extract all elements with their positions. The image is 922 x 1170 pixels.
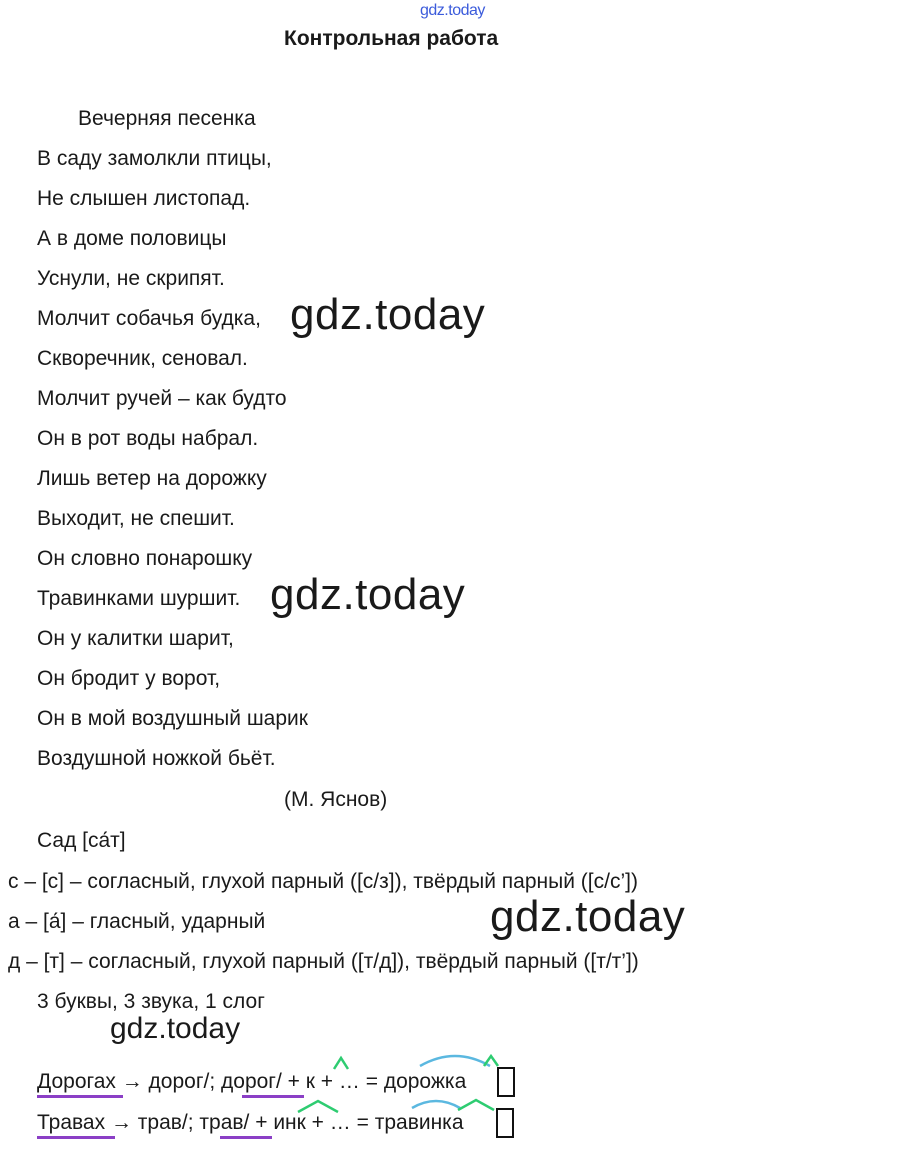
wf-base: трав/ <box>199 1111 250 1134</box>
poem-line: Молчит собачья будка, <box>37 307 261 330</box>
watermark: gdz.today <box>270 570 466 619</box>
root-arc <box>420 1056 490 1066</box>
suffix-mark <box>298 1101 338 1112</box>
wf-plus: + <box>249 1111 274 1134</box>
poem-line: В саду замолкли птицы, <box>37 147 272 170</box>
watermark: gdz.today <box>290 290 486 339</box>
poem-line: Выходит, не спешит. <box>37 507 235 530</box>
poem-line: Лишь ветер на дорожку <box>37 467 267 490</box>
watermark: gdz.today <box>110 1012 241 1045</box>
poem-line: Воздушной ножкой бьёт. <box>37 747 276 770</box>
wf-source: Травах <box>37 1111 106 1134</box>
wf-stem: дорог/; <box>148 1070 222 1093</box>
suffix-mark <box>458 1100 494 1110</box>
wf-arrow: → <box>105 1111 138 1134</box>
poem-line: Он бродит у ворот, <box>37 667 221 690</box>
wf-plus: + … = <box>305 1111 375 1134</box>
wf-ending: а <box>454 1070 467 1093</box>
wf-stem: трав/; <box>137 1111 200 1134</box>
poem-title: Вечерняя песенка <box>78 107 256 130</box>
watermark: gdz.today <box>490 892 686 941</box>
poem-author: (М. Яснов) <box>284 788 388 811</box>
poem-line: Уснули, не скрипят. <box>37 267 225 290</box>
wf-plus: + <box>281 1070 306 1093</box>
poem-line: Травинками шуршит. <box>37 587 241 610</box>
wf-suffix: инк <box>273 1111 306 1134</box>
suffix-mark <box>334 1058 348 1069</box>
page-title: Контрольная работа <box>284 27 499 50</box>
poem-line: Он в мой воздушный шарик <box>37 707 308 730</box>
poem-line: Молчит ручей – как будто <box>37 387 287 410</box>
analysis-summary: 3 буквы, 3 звука, 1 слог <box>37 990 265 1013</box>
poem-line: А в доме половицы <box>37 227 227 250</box>
wf-plus: + … = <box>314 1070 384 1093</box>
wf-ending: а <box>451 1111 464 1134</box>
poem-line: Скворечник, сеновал. <box>37 347 248 370</box>
wf-base: дорог/ <box>221 1070 282 1093</box>
watermark-top: gdz.today <box>420 2 485 19</box>
analysis-line: а – [а́] – гласный, ударный <box>8 910 266 933</box>
wf-arrow: → <box>115 1070 149 1093</box>
poem-line: Он словно понарошку <box>37 547 253 570</box>
analysis-line: с – [с] – согласный, глухой парный ([с/з]), твёрдый парный ([с/с’]) <box>8 870 638 893</box>
root-arc <box>412 1101 460 1108</box>
wf-result: травинк <box>374 1111 452 1134</box>
suffix-mark <box>484 1056 498 1066</box>
analysis-word: Сад [са́т] <box>37 829 126 852</box>
wf-result: дорожк <box>383 1070 455 1093</box>
poem-line: Он в рот воды набрал. <box>37 427 259 450</box>
poem-line: Он у калитки шарит, <box>37 627 234 650</box>
wf-suffix: к <box>305 1070 315 1093</box>
wf-source: Дорогах <box>37 1070 116 1093</box>
poem-line: Не слышен листопад. <box>37 187 251 210</box>
analysis-line: д – [т] – согласный, глухой парный ([т/д]), твёрдый парный ([т/т’]) <box>8 950 639 973</box>
